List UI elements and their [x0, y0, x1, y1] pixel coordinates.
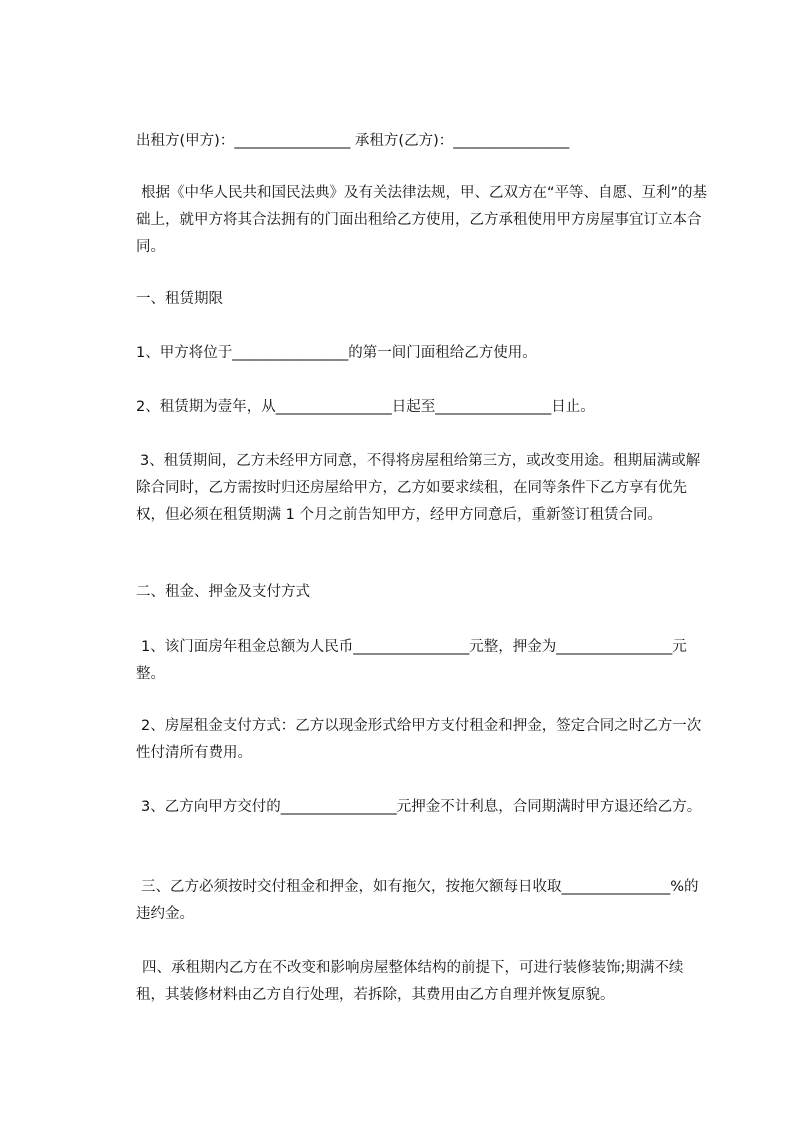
section-1-title: 一、租赁期限 [136, 291, 223, 307]
preamble-paragraph: 根据《中华人民共和国民法典》及有关法律法规，甲、乙双方在“平等、自愿、互利”的基础上，就甲方将其合法拥有的门面出租给乙方使用，乙方承租使用甲方房屋事宜订立本合同。 [136, 185, 708, 255]
section-2-item-3: 3、乙方向甲方交付的________________元押金不计利息，合同期满时甲方退还给乙方。 [141, 799, 702, 815]
section-1-item-3: 3、租赁期间，乙方未经甲方同意，不得将房屋租给第三方，或改变用途。租期届满或解除合同时，乙方需按时归还房屋给甲方，乙方如要求续租，在同等条件下乙方享有优先权，但必须在租赁期满 1 个月之前告知甲方，经甲方同意后，重新签订租赁合同。 [136, 453, 701, 523]
section-2-item-1: 1、该门面房年租金总额为人民币________________元整，押金为________________元整。 [136, 639, 687, 682]
section-3-paragraph: 三、乙方必须按时交付租金和押金，如有拖欠，按拖欠额每日收取_______________%的违约金。 [136, 879, 699, 922]
section-4-paragraph: 四、承租期内乙方在不改变和影响房屋整体结构的前提下，可进行装修装饰;期满不续租，其装修材料由乙方自行处理，若拆除，其费用由乙方自理并恢复原貌。 [136, 960, 684, 1003]
section-2-item-2: 2、房屋租金支付方式：乙方以现金形式给甲方支付租金和押金，签定合同之时乙方一次性付清所有费用。 [136, 718, 702, 761]
section-1-item-1: 1、甲方将位于________________的第一间门面租给乙方使用。 [136, 345, 537, 361]
section-2-title: 二、租金、押金及支付方式 [136, 584, 310, 600]
section-1-item-2: 2、租赁期为壹年，从________________日起至________________日止。 [136, 399, 595, 415]
parties-line: 出租方(甲方)：________________ 承租方(乙方)：________________ [136, 133, 570, 149]
